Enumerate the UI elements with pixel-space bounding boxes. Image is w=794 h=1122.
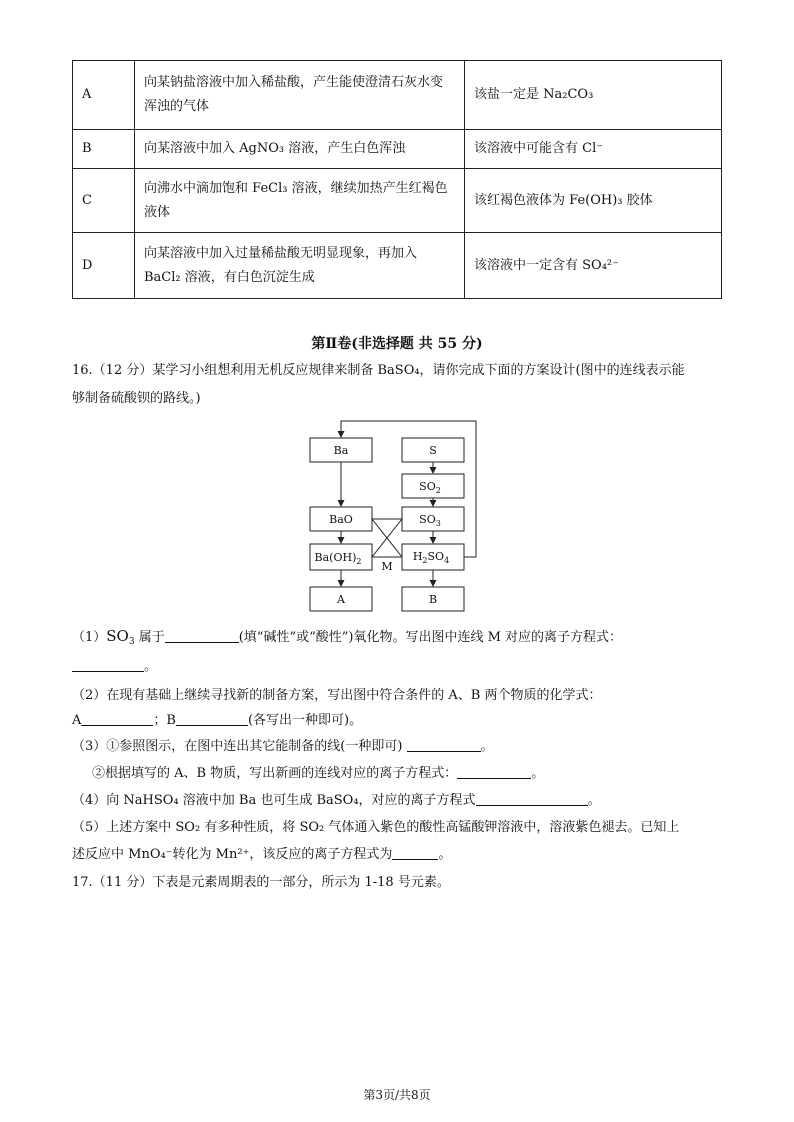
option-conclusion: 该溶液中一定含有 SO₄²⁻ [465, 233, 722, 299]
q16-part2: （2）在现有基础上继续寻找新的制备方案，写出图中符合条件的 A、B 两个物质的化学式： [72, 688, 602, 703]
label-ba: Ba [333, 444, 349, 457]
answer-blank[interactable] [407, 738, 481, 752]
answer-blank[interactable] [457, 765, 531, 779]
option-row-a [73, 61, 722, 130]
answer-blank[interactable] [476, 792, 588, 806]
option-conclusion: 该盐一定是 Na₂CO₃ [465, 61, 722, 130]
q16-part5-line1: （5）上述方案中 SO₂ 有多种性质，将 SO₂ 气体通入紫色的酸性高锰酸钾溶液中，溶液紫色褪去。已知上 [72, 820, 680, 835]
label-so2: $SO_2$ [419, 480, 441, 495]
option-letter: C [73, 169, 135, 233]
label-h2so4: $H_2SO_4$ [412, 550, 450, 565]
q16-part1: $(1)SO_3$ 属于 (填“碱性”或“酸性”)氧化物。写出图中连线 M 对应的离子方程式： [72, 627, 623, 647]
synthesis-route-diagram [300, 415, 500, 615]
option-experiment: 向沸水中滴加饱和 FeCl₃ 溶液，继续加热产生红褐色液体 [135, 169, 465, 233]
option-experiment: 向某溶液中加入过量稀盐酸无明显现象，再加入 BaCl₂ 溶液，有白色沉淀生成 [135, 233, 465, 299]
q16-part3-1: （3）①参照图示，在图中连出其它能制备的线(一种即可) 。 [72, 739, 494, 754]
q16-part1-answer: 。 [72, 657, 722, 677]
q16-part5-line2: 述反应中 MnO₄⁻转化为 Mn²⁺，该反应的离子方程式为 。 [72, 847, 452, 862]
option-conclusion: 该溶液中可能含有 Cl⁻ [465, 130, 722, 169]
q16-part3-2: ②根据填写的 A、B 物质，写出新画的连线对应的离子方程式： 。 [92, 766, 545, 781]
option-letter: D [73, 233, 135, 299]
section-title: 第Ⅱ卷(非选择题 共 55 分) [311, 336, 483, 352]
option-row-c [73, 169, 722, 233]
option-letter: A [73, 61, 135, 130]
answer-blank[interactable] [176, 712, 248, 726]
option-letter: B [73, 130, 135, 169]
option-row-d [73, 233, 722, 299]
label-s: S [429, 444, 437, 457]
label-so3: $SO_3$ [419, 513, 441, 528]
answer-blank[interactable] [165, 629, 239, 643]
label-m: M [381, 560, 393, 573]
options-table [72, 60, 722, 299]
link-h2so4-ba [341, 421, 476, 557]
answer-blank[interactable] [81, 712, 153, 726]
option-experiment: 向某钠盐溶液中加入稀盐酸，产生能使澄清石灰水变浑浊的气体 [135, 61, 465, 130]
q16-stem-line2: 够制备硫酸钡的路线。) [72, 391, 201, 406]
label-b: B [428, 593, 438, 606]
q17-stem: 17.（11 分）下表是元素周期表的一部分，所示为 1-18 号元素。 [72, 875, 450, 890]
q16-part2-answer: A ；B (各写出一种即可)。 [72, 713, 363, 728]
label-baoh2: $Ba(OH)_2$ [314, 551, 362, 566]
option-experiment: 向某溶液中加入 AgNO₃ 溶液，产生白色浑浊 [135, 130, 465, 169]
page-footer: 第3页/共8页 [363, 1088, 431, 1102]
label-a: A [337, 593, 345, 606]
q16-part4: （4）向 NaHSO₄ 溶液中加 Ba 也可生成 BaSO₄，对应的离子方程式 。 [72, 793, 601, 808]
answer-blank[interactable] [392, 846, 438, 860]
q16-stem-line1: 16.（12 分）某学习小组想利用无机反应规律来制备 BaSO₄，请你完成下面的方案设计(图中的连线表示能 [72, 363, 685, 378]
answer-blank[interactable] [72, 658, 144, 672]
label-bao: BaO [329, 513, 353, 526]
so3-formula: SO [106, 627, 129, 645]
option-row-b [73, 130, 722, 169]
option-conclusion: 该红褐色液体为 Fe(OH)₃ 胶体 [465, 169, 722, 233]
